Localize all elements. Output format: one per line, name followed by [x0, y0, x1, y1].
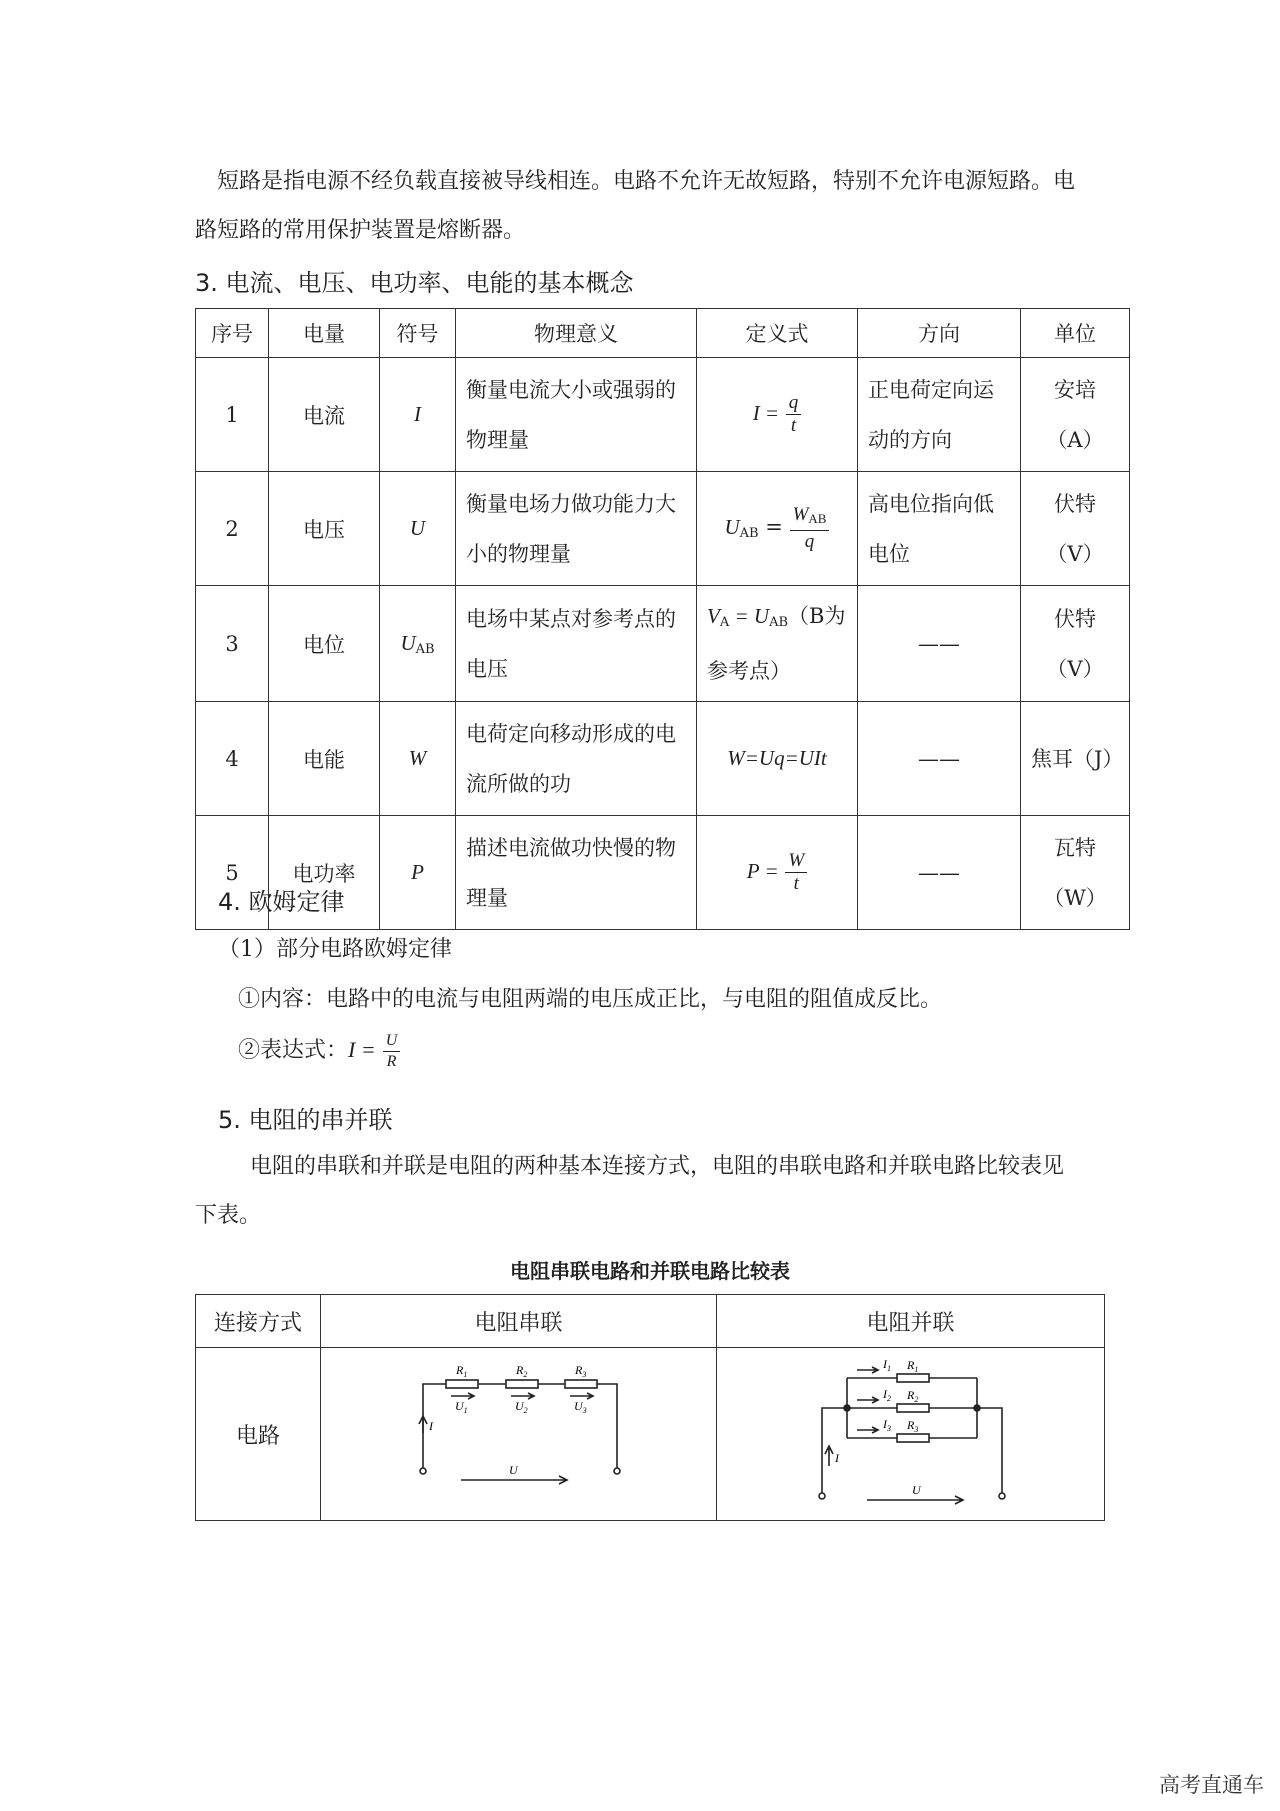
- row-formula: W=Uq=UIt: [697, 702, 858, 816]
- series-circuit-cell: [321, 1348, 717, 1521]
- resistor-r1: [897, 1374, 929, 1382]
- resistor-r3: [565, 1380, 597, 1388]
- label-i2: $I_2$: [883, 1387, 891, 1403]
- concepts-table: [195, 308, 1130, 930]
- row-direction: ——: [858, 702, 1021, 816]
- series-parallel-para-1: 电阻的串联和并联是电阻的两种基本连接方式，电阻的串联电路和并联电路比较表见: [250, 1154, 1065, 1179]
- resistor-r3: [897, 1434, 929, 1442]
- row-direction: ——: [858, 586, 1021, 702]
- row-symbol: W: [380, 702, 456, 816]
- row-direction: ——: [858, 816, 1021, 930]
- resistor-r1: [446, 1380, 478, 1388]
- label-r1: $R_1$: [907, 1358, 919, 1374]
- row-meaning: 电场中某点对参考点的电压: [456, 586, 697, 702]
- row-no: 5: [196, 816, 269, 930]
- label-i1: $I_1$: [883, 1357, 891, 1373]
- ohm-content: ①内容：电路中的电流与电阻两端的电压成正比，与电阻的阻值成反比。: [238, 987, 943, 1012]
- row-name: 电压: [269, 472, 380, 586]
- row-meaning: 衡量电场力做功能力大小的物理量: [456, 472, 697, 586]
- series-parallel-para-2: 下表。: [195, 1203, 262, 1228]
- label-r2: $R_2$: [516, 1363, 528, 1379]
- series-circuit-diagram: [321, 1348, 716, 1515]
- row-name: 电流: [269, 358, 380, 472]
- label-r1: $R_1$: [456, 1363, 468, 1379]
- row-symbol: U: [380, 472, 456, 586]
- row-no: 1: [196, 358, 269, 472]
- col-header-symbol: 符号: [380, 309, 456, 358]
- label-i: I: [429, 1419, 433, 1433]
- label-i: I: [835, 1451, 839, 1465]
- intro-line-2: 路短路的常用保护装置是熔断器。: [195, 218, 526, 243]
- row-formula: I = $\frac{q}{t}$: [697, 358, 858, 472]
- ohm-expression: ②表达式：I = $\frac{U}{R}$: [238, 1030, 1138, 1072]
- row-name: 电功率: [269, 816, 380, 930]
- section-5-title: 5. 电阻的串并联: [218, 1106, 393, 1134]
- resistor-r2: [897, 1404, 929, 1412]
- row-meaning: 描述电流做功快慢的物理量: [456, 816, 697, 930]
- table-caption: 电阻串联电路和并联电路比较表: [510, 1259, 790, 1283]
- row-no: 4: [196, 702, 269, 816]
- col-header-no: 序号: [196, 309, 269, 358]
- table-row: [196, 472, 1130, 586]
- section-3-title: 3. 电流、电压、电功率、电能的基本概念: [195, 269, 634, 297]
- label-u: U: [912, 1483, 921, 1497]
- circuit-table: [195, 1294, 1105, 1521]
- row-symbol: I: [380, 358, 456, 472]
- intro-line-1: 短路是指电源不经负载直接被导线相连。电路不允许无故短路，特别不允许电源短路。电: [217, 169, 1076, 194]
- row-unit: 焦耳（J）: [1021, 702, 1130, 816]
- row-symbol: $U_{AB}$: [380, 586, 456, 702]
- row-no: 2: [196, 472, 269, 586]
- table-row: [196, 1348, 1105, 1521]
- row-label-circuit: 电路: [196, 1348, 321, 1521]
- row-meaning: 衡量电流大小或强弱的物理量: [456, 358, 697, 472]
- table-row: [196, 358, 1130, 472]
- row-unit: 安培（A）: [1021, 358, 1130, 472]
- circuit-header-row: [196, 1295, 1105, 1348]
- row-unit: 伏特（V）: [1021, 472, 1130, 586]
- concepts-header-row: [196, 309, 1130, 358]
- row-direction: 高电位指向低电位: [858, 472, 1021, 586]
- row-formula: $V_A = U_{AB}(B$为参考点）: [697, 586, 858, 702]
- row-name: 电能: [269, 702, 380, 816]
- table-row: [196, 586, 1130, 702]
- col-header-connection: 连接方式: [196, 1295, 321, 1348]
- col-header-formula: 定义式: [697, 309, 858, 358]
- row-formula: $U_{AB}$ = $\frac{W_{AB}}{q}$: [697, 472, 858, 586]
- col-header-series: 电阻串联: [321, 1295, 717, 1348]
- parallel-circuit-diagram: [717, 1348, 1104, 1515]
- row-unit: 伏特（V）: [1021, 586, 1130, 702]
- row-meaning: 电荷定向移动形成的电流所做的功: [456, 702, 697, 816]
- label-r3: $R_3$: [575, 1363, 587, 1379]
- col-header-unit: 单位: [1021, 309, 1130, 358]
- row-name: 电位: [269, 586, 380, 702]
- row-direction: 正电荷定向运动的方向: [858, 358, 1021, 472]
- col-header-meaning: 物理意义: [456, 309, 697, 358]
- ohm-subsection: （1）部分电路欧姆定律: [218, 937, 452, 962]
- label-u: U: [509, 1463, 518, 1477]
- parallel-circuit-cell: [717, 1348, 1105, 1521]
- col-header-direction: 方向: [858, 309, 1021, 358]
- table-row: [196, 702, 1130, 816]
- section-4-title: 4. 欧姆定律: [218, 888, 345, 916]
- label-r3: $R_3$: [907, 1418, 919, 1434]
- resistor-r2: [506, 1380, 538, 1388]
- label-i3: $I_3$: [883, 1417, 891, 1433]
- label-u1: $U_1$: [455, 1399, 468, 1415]
- label-u2: $U_2$: [515, 1399, 528, 1415]
- label-u3: $U_3$: [574, 1399, 587, 1415]
- watermark: 高考直通车: [1159, 1773, 1264, 1797]
- row-unit: 瓦特（W）: [1021, 816, 1130, 930]
- label-r2: $R_2$: [907, 1388, 919, 1404]
- row-formula: P = $\frac{W}{t}$: [697, 816, 858, 930]
- col-header-name: 电量: [269, 309, 380, 358]
- row-symbol: P: [380, 816, 456, 930]
- row-no: 3: [196, 586, 269, 702]
- col-header-parallel: 电阻并联: [717, 1295, 1105, 1348]
